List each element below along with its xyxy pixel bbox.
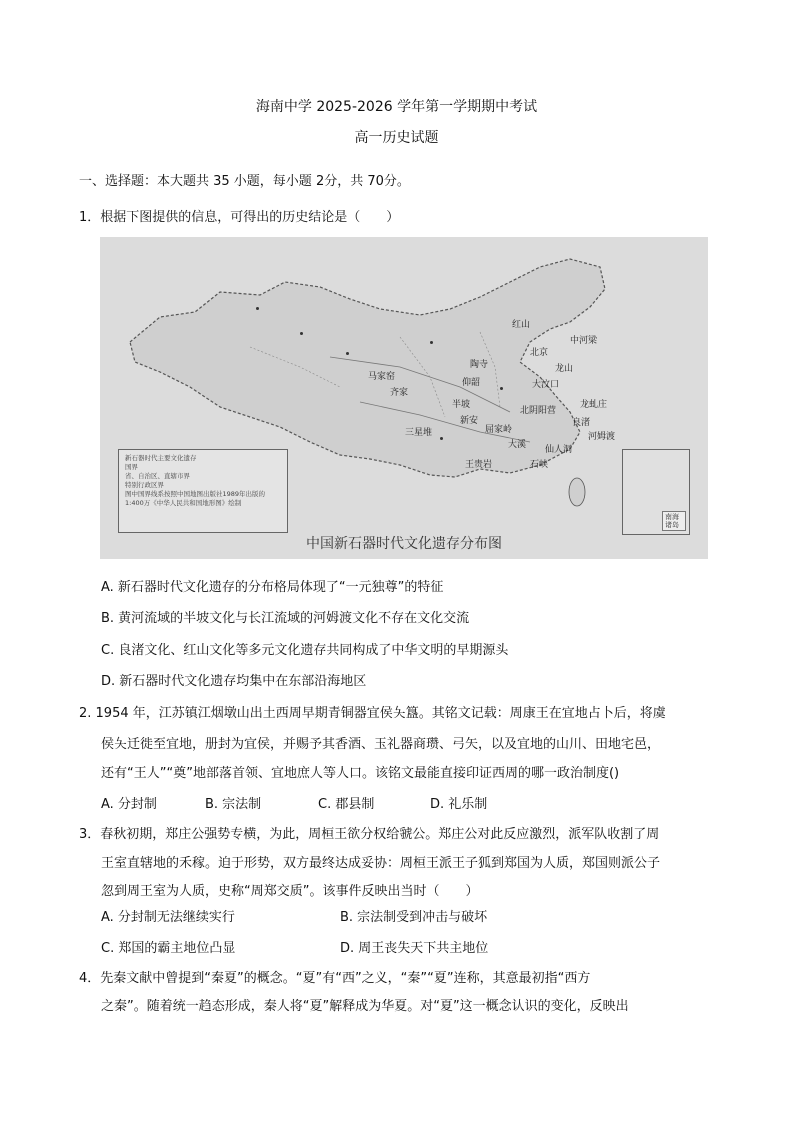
map-site-label: 半坡 xyxy=(452,400,471,410)
map-site-label: 王贵岩 xyxy=(465,460,493,470)
map-site-label: 石峡 xyxy=(530,460,549,470)
question-1-option-d: D. 新石器时代文化遗存均集中在东部沿海地区 xyxy=(101,674,367,689)
legend-item: 新石器时代主要文化遗存 xyxy=(125,454,197,462)
map-site-label: 仰韶 xyxy=(462,378,481,388)
question-4-line-1: 4．先秦文献中曾提到“秦夏”的概念。“夏”有“西”之义，“秦”“夏”连称，其意最初指“西方 xyxy=(79,971,591,986)
question-2-option-d: D. 礼乐制 xyxy=(430,797,488,812)
question-3-option-d: D. 周王丧失天下共主地位 xyxy=(340,941,489,956)
legend-item: 特别行政区界 xyxy=(125,481,164,489)
map-site-label: 齐家 xyxy=(390,388,409,398)
map-site-label: 屈家岭 xyxy=(485,425,513,435)
map-site-label: 陶寺 xyxy=(470,360,489,370)
map-site-label: 北京 xyxy=(530,348,549,358)
question-2-line-2: 侯夨迁徙至宜地，册封为宜侯，并赐予其香酒、玉礼器商瓒、弓矢，以及宜地的山川、田地宅邑， xyxy=(101,737,661,752)
question-1-option-a: A. 新石器时代文化遗存的分布格局体现了“一元独尊”的特征 xyxy=(101,580,444,595)
map-site-label: 大溪 xyxy=(508,440,527,450)
map-site-label: 三星堆 xyxy=(405,428,433,438)
map-site-label: 新安 xyxy=(460,416,479,426)
map-site-label: 龙虬庄 xyxy=(580,400,608,410)
question-2-option-c: C. 郡县制 xyxy=(318,797,375,812)
question-4-line-2: 之秦”。随着统一趋态形成，秦人将“夏”解释成为华夏。对“夏”这一概念认识的变化，反映出 xyxy=(101,999,629,1014)
map-dot xyxy=(346,352,349,355)
map-site-label: 良渚 xyxy=(572,418,591,428)
map-site-label: 马家窑 xyxy=(368,372,396,382)
map-site-label: 大汶口 xyxy=(532,380,560,390)
question-3-option-a: A. 分封制无法继续实行 xyxy=(101,910,235,925)
south-china-sea-inset xyxy=(622,449,690,535)
question-1-option-b: B. 黄河流域的半坡文化与长江流域的河姆渡文化不存在文化交流 xyxy=(101,611,470,626)
question-3-line-2: 王室直辖地的禾稼。迫于形势，双方最终达成妥协：周桓王派王子狐到郑国为人质，郑国则派公子 xyxy=(101,856,661,871)
map-dot xyxy=(300,332,303,335)
question-2-option-b: B. 宗法制 xyxy=(205,797,262,812)
exam-title: 海南中学 2025-2026 学年第一学期期中考试 xyxy=(255,99,538,115)
map-dot xyxy=(500,387,503,390)
section-heading: 一、选择题：本大题共 35 小题，每小题 2分，共 70分。 xyxy=(79,174,410,189)
map-site-label: 北阴阳营 xyxy=(520,406,557,416)
map-caption: 中国新石器时代文化遗存分布图 xyxy=(306,536,502,552)
map-site-label: 红山 xyxy=(512,320,531,330)
legend-item: 省、自治区、直辖市界 xyxy=(125,472,190,480)
legend-item: 国界 xyxy=(125,463,138,471)
map-figure xyxy=(100,237,708,559)
map-site-label: 龙山 xyxy=(555,364,574,374)
map-site-label: 中河梁 xyxy=(570,336,598,346)
map-dot xyxy=(256,307,259,310)
map-dot xyxy=(430,341,433,344)
question-2-option-a: A. 分封制 xyxy=(101,797,157,812)
question-1-option-c: C. 良渚文化、红山文化等多元文化遗存共同构成了中华文明的早期源头 xyxy=(101,643,509,658)
map-site-label: 河姆渡 xyxy=(588,432,616,442)
map-legend xyxy=(118,449,288,533)
map-site-label: 仙人洞 xyxy=(545,445,573,455)
question-2-line-3: 还有“王人”“奠”地部落首领、宜地庶人等人口。该铭文最能直接印证西周的哪一政治制度() xyxy=(101,766,620,781)
legend-item: 图中国界线系按照中国地图出版社1989年出版的1:400万《中华人民共和国地形图》绘制 xyxy=(125,490,266,507)
inset-label: 南海诸岛 xyxy=(662,511,686,531)
map-dot xyxy=(440,437,443,440)
question-1-stem: 1．根据下图提供的信息，可得出的历史结论是（ ） xyxy=(79,210,400,225)
question-2-line-1: 2. 1954 年，江苏镇江烟墩山出土西周早期青铜器宜侯夨簋。其铭文记载：周康王在宜地占卜后，将虞 xyxy=(79,706,666,721)
exam-subtitle: 高一历史试题 xyxy=(354,130,439,146)
question-3-line-3: 忽到周王室为人质，史称“周郑交质”。该事件反映出当时（ ） xyxy=(101,884,479,899)
question-3-option-b: B. 宗法制受到冲击与破坏 xyxy=(340,910,488,925)
question-3-line-1: 3．春秋初期，郑庄公强势专横，为此，周桓王欲分权给虢公。郑庄公对此反应激烈，派军队收割了周 xyxy=(79,827,660,842)
question-3-option-c: C. 郑国的霸主地位凸显 xyxy=(101,941,236,956)
